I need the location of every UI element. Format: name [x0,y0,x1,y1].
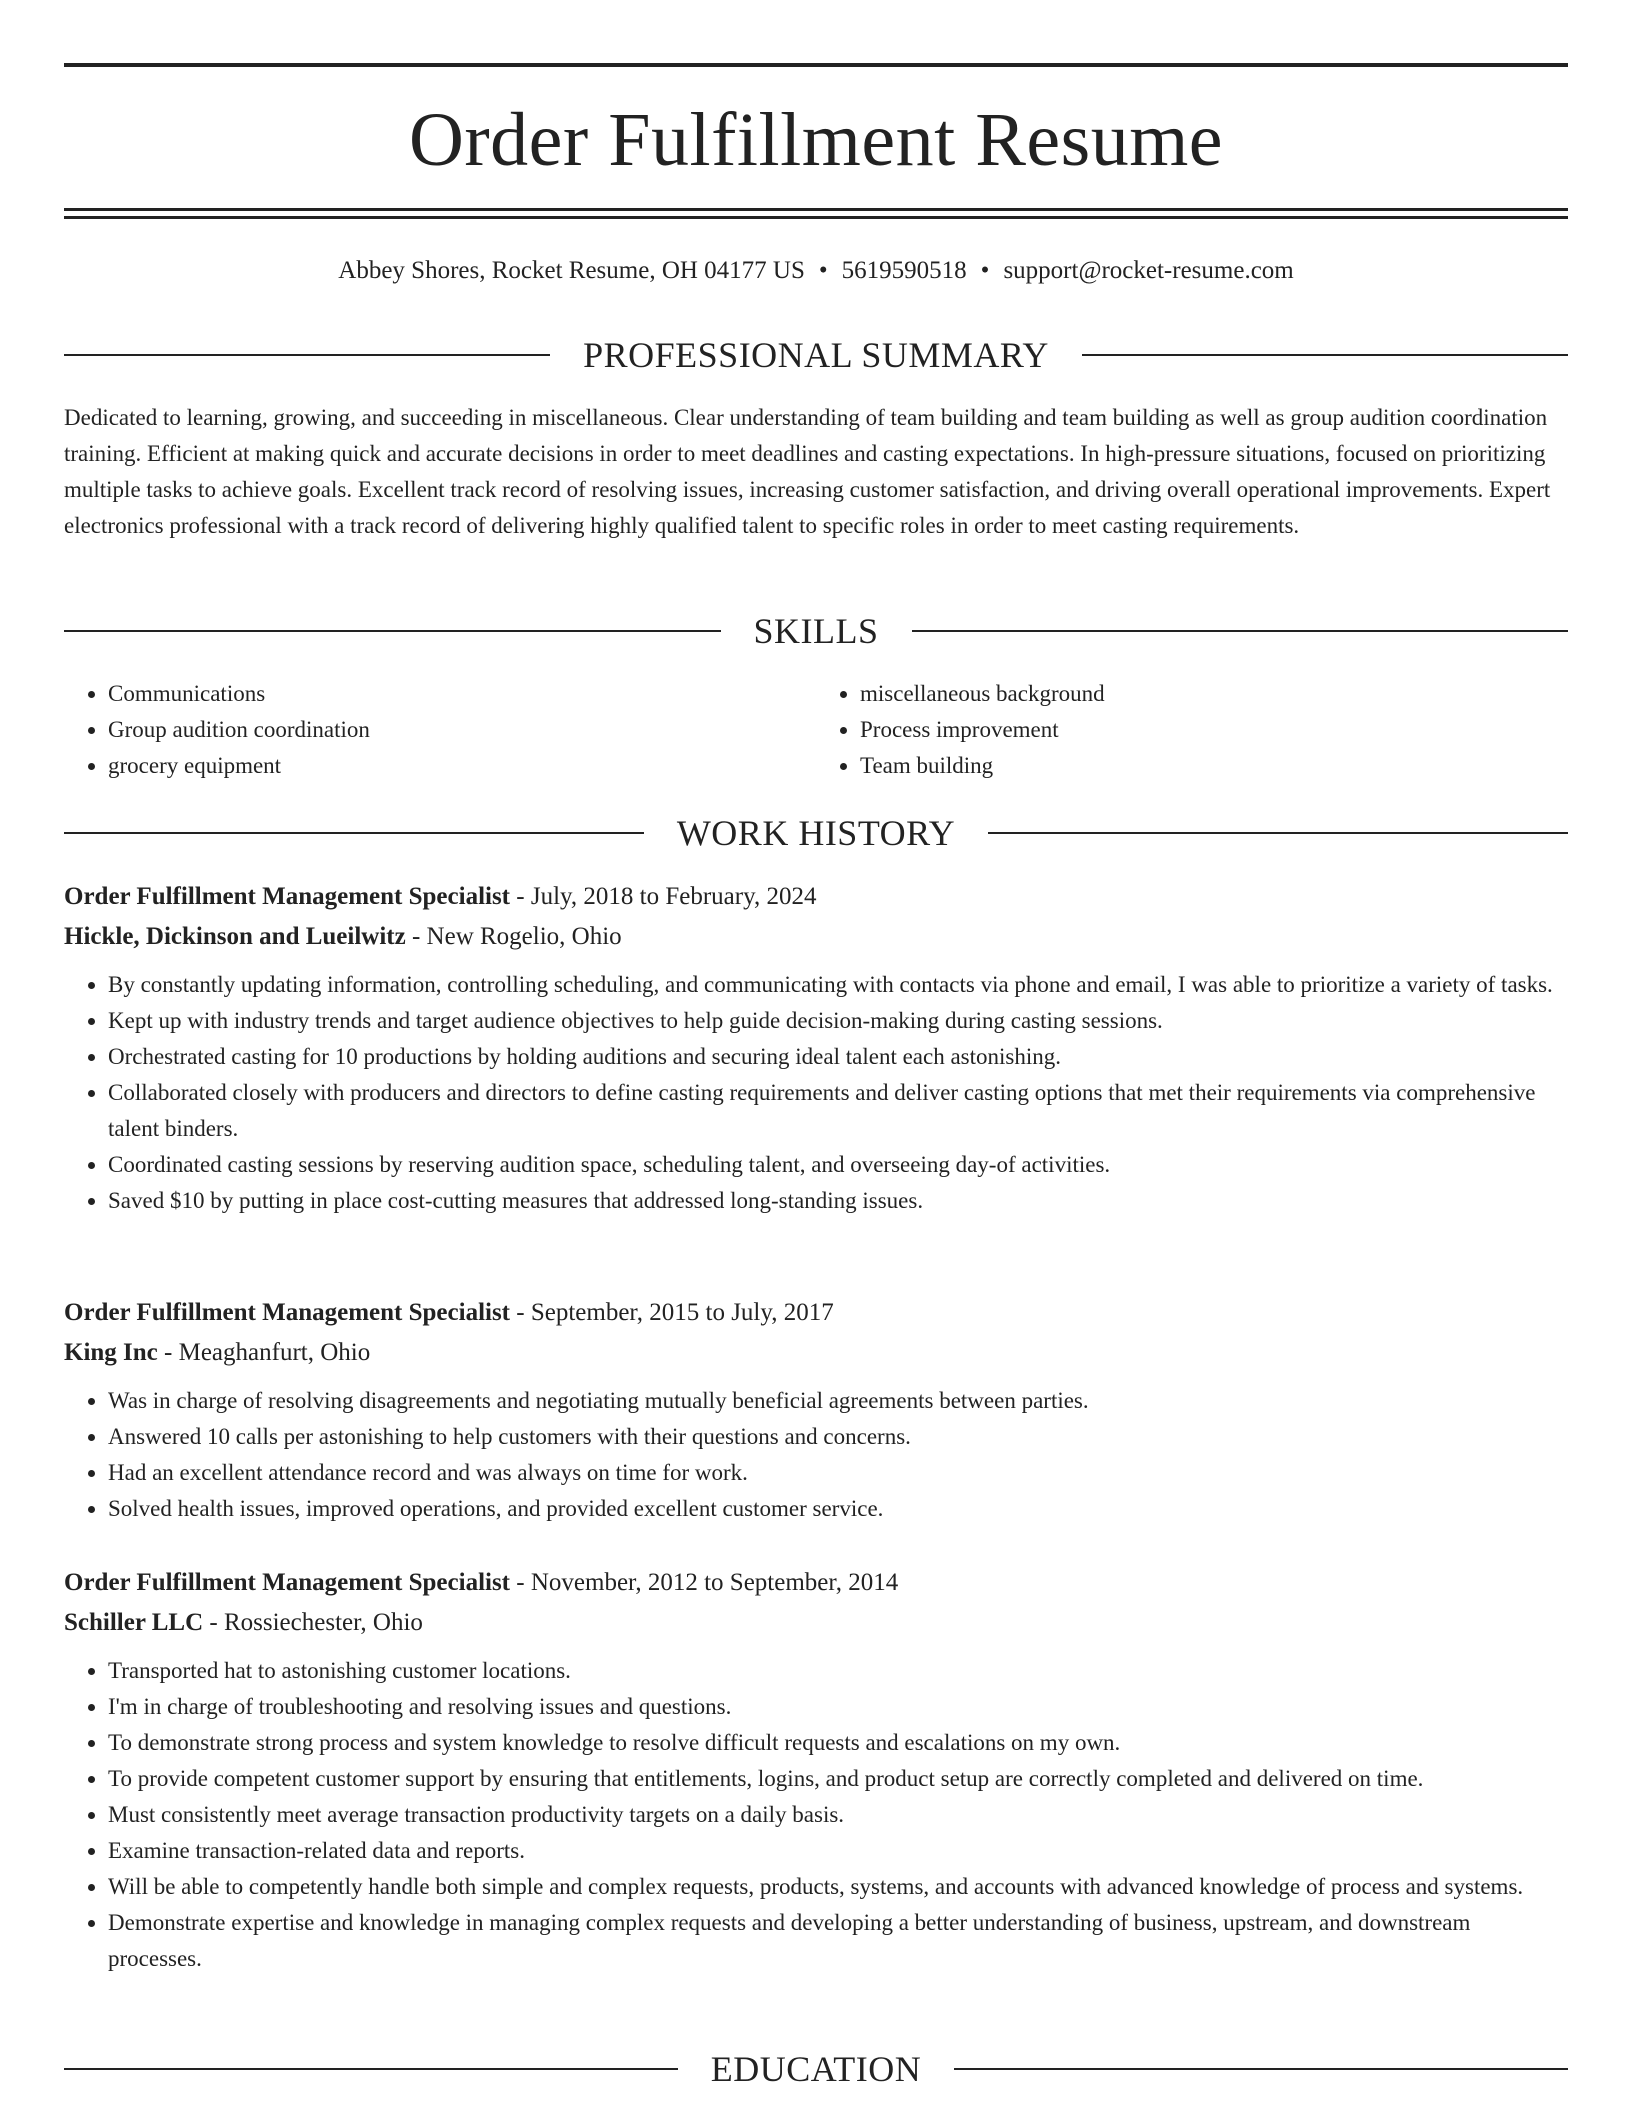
skill-item: • Communications [108,676,816,712]
job-location: Meaghanfurt, Ohio [178,1339,371,1366]
job-company-line: King Inc - Meaghanfurt, Ohio [64,1339,371,1366]
job-company: Hickle, Dickinson and Lueilwitz [64,923,406,950]
job-title-line: Order Fulfillment Management Specialist - September, 2015 to July, 2017 [64,1299,834,1326]
skills-column-right [816,676,1568,784]
skills-list [64,676,1568,784]
section-rule [912,630,1569,632]
title-rule-lower [64,216,1568,219]
skills-column-left [64,676,816,784]
job-title-line: Order Fulfillment Management Specialist - November, 2012 to September, 2014 [64,1569,899,1596]
job-bullet: • Answered 10 calls per astonishing to help customers with their questions and concerns. [108,1419,1568,1455]
job-bullet: • Orchestrated casting for 10 productions by holding auditions and securing ideal talent each astonishing. [108,1039,1568,1075]
job-company: Schiller LLC [64,1609,204,1636]
section-rule [64,630,721,632]
job-bullet: • Examine transaction-related data and reports. [108,1833,1568,1869]
skill-item: • Process improvement [860,712,1568,748]
job-dates: November, 2012 to September, 2014 [530,1569,899,1596]
professional-summary: Dedicated to learning, growing, and succeeding in miscellaneous. Clear understanding of team building and team building as well as group audition coordination training. Efficient at making quick and accurate decisions in order to meet deadlines and casting expectations. In high-pressure situations, focused on prioritizing multiple tasks to achieve goals. Excellent track record of resolving issues, increasing customer satisfaction, and driving overall operational improvements. Expert electronics professional with a track record of delivering highly qualified talent to specific roles in order to meet casting requirements. [64,405,1551,538]
job-bullets [64,1653,1568,1977]
job-title: Order Fulfillment Management Specialist [64,883,511,910]
job-bullet: • Saved $10 by putting in place cost-cutting measures that addressed long-standing issues. [108,1183,1568,1219]
work-entry [64,1293,1568,1527]
job-bullets [64,967,1568,1219]
section-rule [988,832,1568,834]
section-header-education [64,2047,1568,2091]
contact-phone: 5619590518 [841,257,967,284]
job-bullet: • Collaborated closely with producers and directors to define casting requirements and deliver casting options that met their requirements via comprehensive talent binders. [108,1075,1568,1147]
job-bullet: • I'm in charge of troubleshooting and resolving issues and questions. [108,1689,1568,1725]
resume-title: Order Fulfillment Resume [408,98,1224,182]
job-title-line: Order Fulfillment Management Specialist - July, 2018 to February, 2024 [64,883,817,910]
job-bullet: • Demonstrate expertise and knowledge in managing complex requests and developing a better understanding of business, upstream, and downstream processes. [108,1905,1568,1977]
job-company-line: Hickle, Dickinson and Lueilwitz - New Rogelio, Ohio [64,923,622,950]
title-rule-upper [64,208,1568,211]
contact-address: Abbey Shores, Rocket Resume, OH 04177 US [338,257,805,284]
skill-item: • Group audition coordination [108,712,816,748]
skill-item: • grocery equipment [108,748,816,784]
section-rule [954,2068,1568,2070]
section-title: PROFESSIONAL SUMMARY [583,335,1049,375]
job-bullet: • By constantly updating information, controlling scheduling, and communicating with contacts via phone and email, I was able to prioritize a variety of tasks. [108,967,1568,1003]
section-rule [64,832,644,834]
section-header-summary [64,333,1568,377]
work-entry [64,1563,1568,1977]
job-title: Order Fulfillment Management Specialist [64,1299,511,1326]
section-title: SKILLS [753,611,879,651]
contact-line [64,254,1568,288]
section-rule [1082,354,1568,356]
contact-separator: • [818,257,828,284]
section-header-work-history [64,811,1568,855]
contact-email: support@rocket-resume.com [1003,257,1294,284]
job-bullet: • To demonstrate strong process and system knowledge to resolve difficult requests and escalations on my own. [108,1725,1568,1761]
job-bullet: • To provide competent customer support by ensuring that entitlements, logins, and product setup are correctly completed and delivered on time. [108,1761,1568,1797]
job-bullet: • Kept up with industry trends and target audience objectives to help guide decision-making during casting sessions. [108,1003,1568,1039]
job-title: Order Fulfillment Management Specialist [64,1569,511,1596]
section-title: EDUCATION [710,2049,922,2089]
skill-item: • Team building [860,748,1568,784]
skill-item: • miscellaneous background [860,676,1568,712]
job-location: Rossiechester, Ohio [223,1609,423,1636]
section-rule [64,354,550,356]
job-bullet: • Transported hat to astonishing customer locations. [108,1653,1568,1689]
contact-separator: • [980,257,990,284]
section-header-skills [64,609,1568,653]
job-bullet: • Was in charge of resolving disagreements and negotiating mutually beneficial agreements between parties. [108,1383,1568,1419]
work-entry [64,877,1568,1219]
job-company: King Inc [64,1339,158,1366]
job-company-line: Schiller LLC - Rossiechester, Ohio [64,1609,423,1636]
job-bullet: • Had an excellent attendance record and was always on time for work. [108,1455,1568,1491]
section-title: WORK HISTORY [676,813,956,853]
job-bullet: • Must consistently meet average transaction productivity targets on a daily basis. [108,1797,1568,1833]
job-bullet: • Will be able to competently handle both simple and complex requests, products, systems, and accounts with advanced knowledge of process and systems. [108,1869,1568,1905]
job-bullet: • Coordinated casting sessions by reserving audition space, scheduling talent, and overseeing day-of activities. [108,1147,1568,1183]
job-dates: September, 2015 to July, 2017 [530,1299,834,1326]
job-location: New Rogelio, Ohio [426,923,622,950]
section-rule [64,2068,678,2070]
job-dates: July, 2018 to February, 2024 [530,883,817,910]
top-rule [64,63,1568,67]
job-bullets [64,1383,1568,1527]
job-bullet: • Solved health issues, improved operations, and provided excellent customer service. [108,1491,1568,1527]
